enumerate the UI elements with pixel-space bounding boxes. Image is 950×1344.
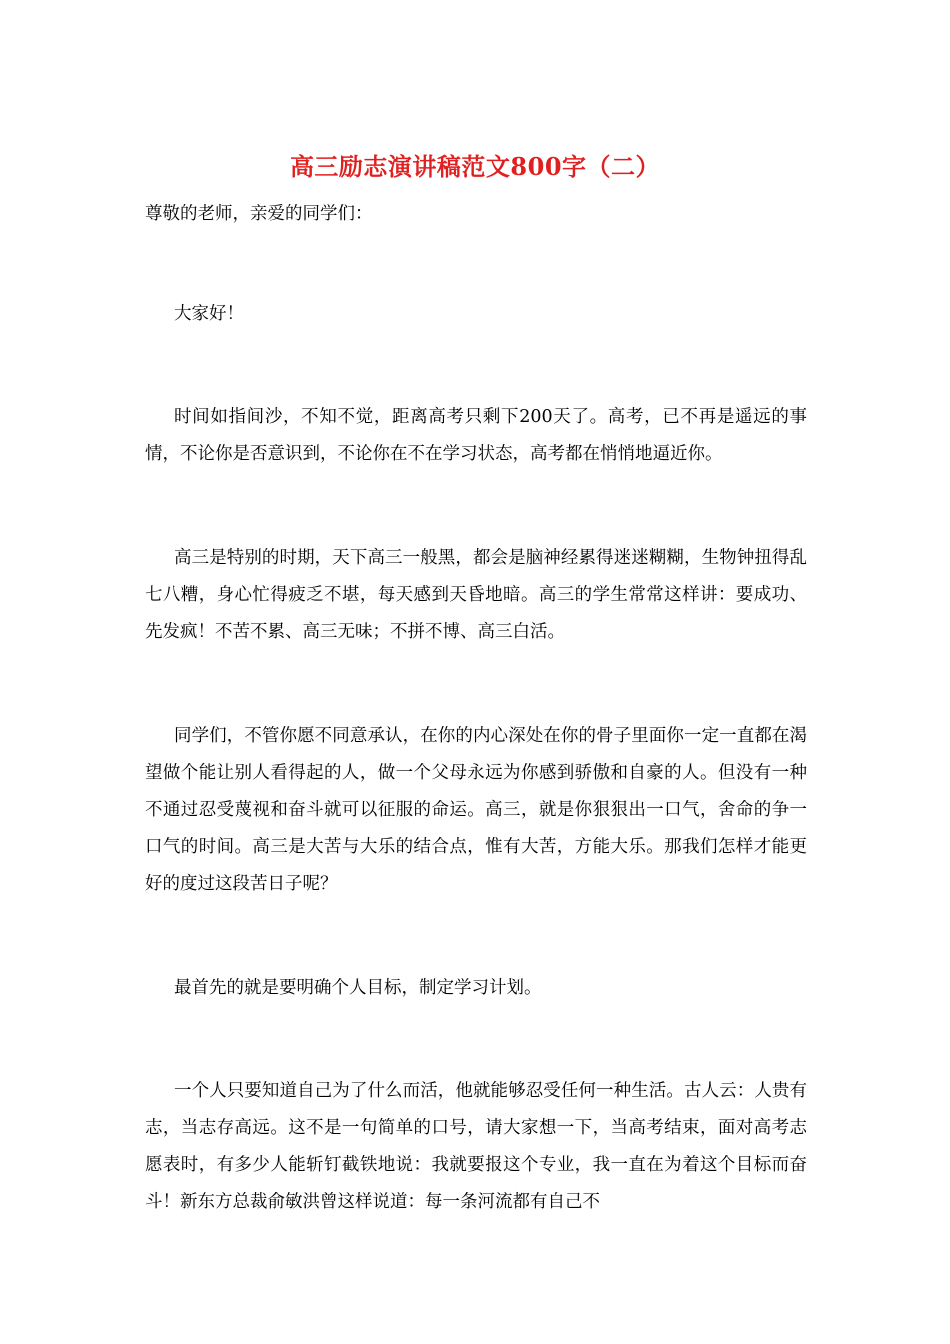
page-title: 高三励志演讲稿范文800字（二） [289, 152, 661, 181]
paragraph-4: 同学们，不管你愿不同意承认，在你的内心深处在你的骨子里面你一定一直都在渴望做个能让别人看得起的人，做一个父母永远为你感到骄傲和自豪的人。但没有一种不通过忍受蔑视和奋斗就可以征服的命运。高三，就是你狠狠出一口气，舍命的争一口气的时间。高三是大苦与大乐的结合点，惟有大苦，方能大乐。那我们怎样才能更好的度过这段苦日子呢？ [145, 726, 807, 894]
paragraph-5: 最首先的就是要明确个人目标，制定学习计划。 [174, 978, 542, 998]
paragraph-1: 大家好！ [174, 304, 244, 324]
greeting: 尊敬的老师，亲爱的同学们： [145, 204, 373, 224]
paragraph-2: 时间如指间沙，不知不觉，距离高考只剩下200天了。高考，已不再是遥远的事情，不论你是否意识到，不论你在不在学习状态，高考都在悄悄地逼近你。 [145, 407, 807, 464]
paragraph-6: 一个人只要知道自己为了什么而活，他就能够忍受任何一种生活。古人云：人贵有志，当志存高远。这不是一句简单的口号，请大家想一下，当高考结束，面对高考志愿表时，有多少人能斩钉截铁地说：我就要报这个专业，我一直在为着这个目标而奋斗！新东方总裁俞敏洪曾这样说道：每一条河流都有自己不 [145, 1081, 807, 1212]
paragraph-3: 高三是特别的时期，天下高三一般黑，都会是脑神经累得迷迷糊糊，生物钟扭得乱七八糟，身心忙得疲乏不堪，每天感到天昏地暗。高三的学生常常这样讲：要成功、先发疯！不苦不累、高三无味；不拼不博、高三白活。 [145, 548, 807, 642]
